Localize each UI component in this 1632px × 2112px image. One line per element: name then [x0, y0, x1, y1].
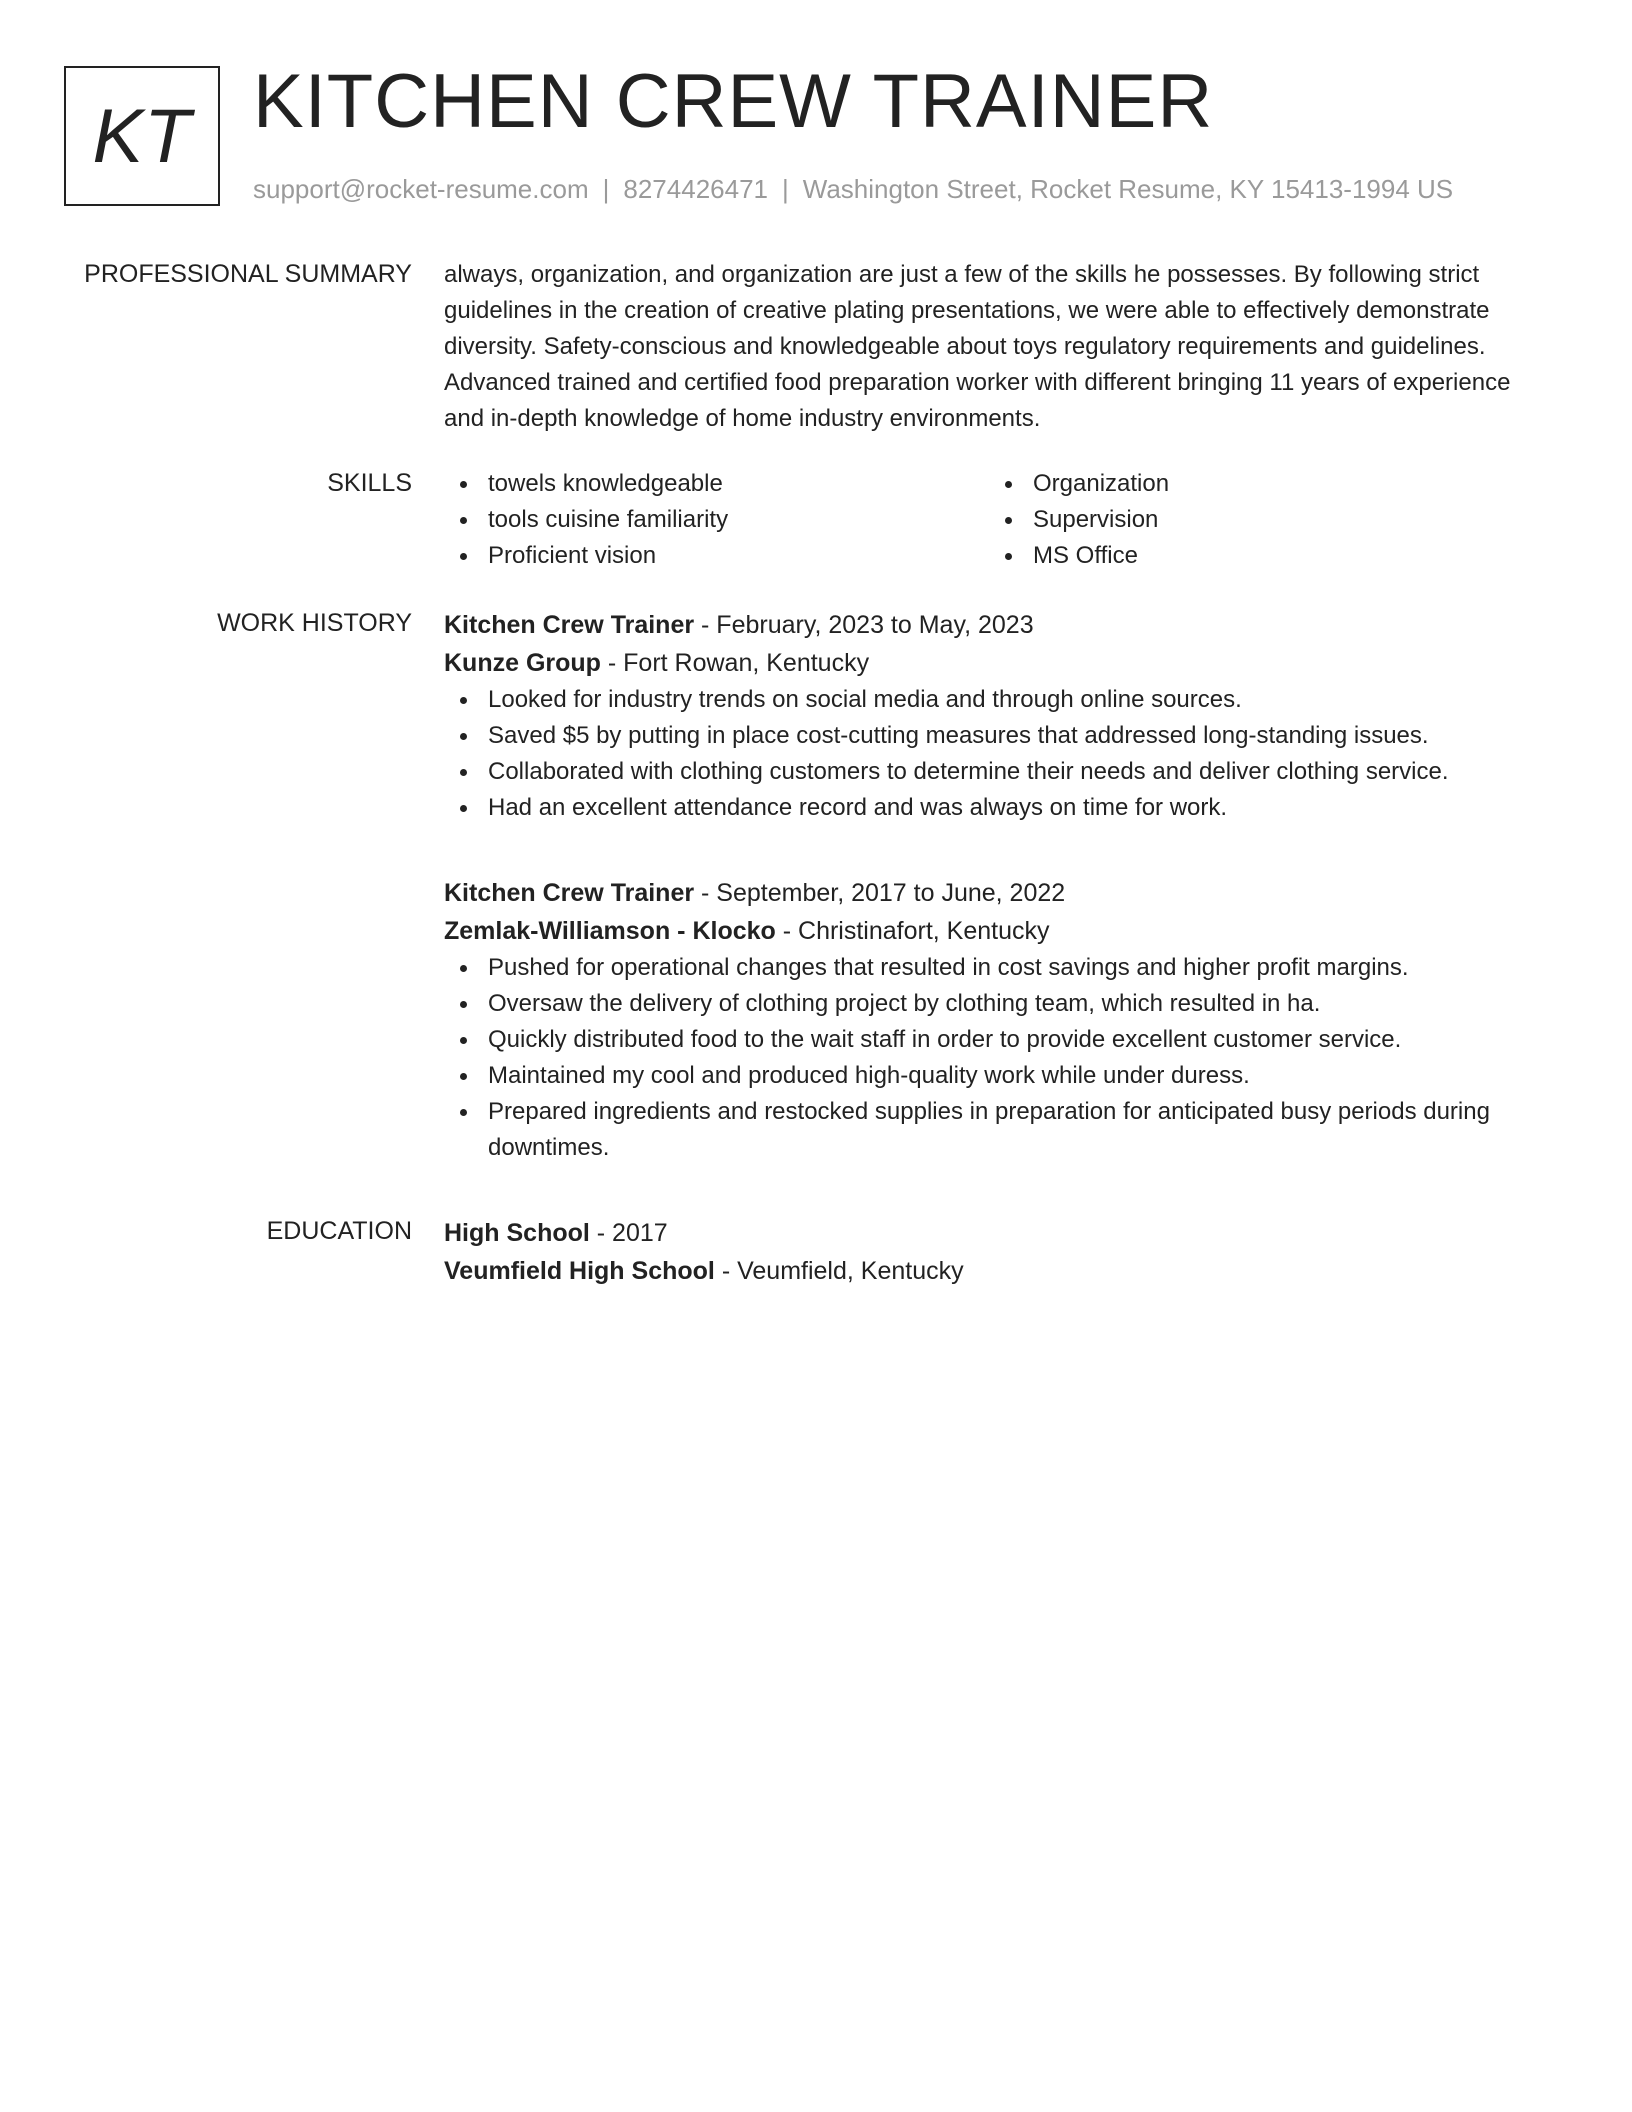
job-company-line — [444, 912, 1554, 950]
education-school-line — [444, 1252, 1554, 1290]
candidate-name: KITCHEN CREW TRAINER — [253, 59, 1214, 144]
job-company-line — [444, 644, 1554, 682]
contact-separator: | — [602, 174, 610, 204]
job-bullet: Had an excellent attendance record and was always on time for work. — [488, 790, 1554, 826]
job-location: - Christinafort, Kentucky — [775, 917, 1050, 945]
contact-line — [253, 172, 1453, 206]
monogram-initials: KT — [92, 93, 192, 179]
job-bullet: Quickly distributed food to the wait staff in order to provide excellent customer service. — [488, 1022, 1554, 1058]
contact-separator: | — [782, 174, 789, 204]
job-title-line — [444, 606, 1554, 644]
job-bullet: Saved $5 by putting in place cost-cutting measures that addressed long-standing issues. — [488, 718, 1554, 754]
skills-heading: SKILLS — [327, 469, 412, 497]
education-school: Veumfield High School — [444, 1257, 715, 1285]
education-degree: High School — [444, 1219, 590, 1247]
job-company: Kunze Group — [444, 649, 601, 677]
job-bullet: Looked for industry trends on social media and through online sources. — [488, 682, 1554, 718]
education-body — [444, 1214, 1554, 1290]
job-title: Kitchen Crew Trainer — [444, 879, 695, 907]
skills-body — [444, 466, 1554, 574]
job-bullet: Collaborated with clothing customers to determine their needs and deliver clothing service. — [488, 754, 1554, 790]
skills-list-left — [444, 466, 989, 574]
job-entry — [444, 606, 1554, 826]
summary-text: always, organization, and organization are just a few of the skills he possesses. By following strict guidelines in the creation of creative plating presentations, we were able to effectively demonstrate diversity. Safety-conscious and knowledgeable about toys regulatory requirements and guidelines. Advanced trained and certified food preparation worker with different bringing 11 years of experience and in-depth knowledge of home industry environments. — [444, 261, 1511, 432]
job-bullet-list — [444, 950, 1554, 1166]
skill-item: tools cuisine familiarity — [488, 502, 989, 538]
job-entry — [444, 874, 1554, 1166]
summary-heading: PROFESSIONAL SUMMARY — [84, 260, 412, 288]
skill-item: towels knowledgeable — [488, 466, 989, 502]
monogram-box — [64, 66, 220, 206]
education-heading: EDUCATION — [266, 1217, 412, 1245]
job-dates: - September, 2017 to June, 2022 — [694, 879, 1066, 907]
contact-email: support@rocket-resume.com — [253, 174, 589, 204]
job-bullet-list — [444, 682, 1554, 826]
job-location: - Fort Rowan, Kentucky — [600, 649, 870, 677]
skills-grid — [444, 466, 1554, 574]
job-company: Zemlak-Williamson - Klocko — [444, 917, 776, 945]
contact-phone: 8274426471 — [623, 174, 768, 204]
job-bullet: Oversaw the delivery of clothing project by clothing team, which resulted in ha. — [488, 986, 1554, 1022]
skill-item: Proficient vision — [488, 538, 989, 574]
skills-list-right — [989, 466, 1534, 574]
job-dates: - February, 2023 to May, 2023 — [694, 611, 1034, 639]
skill-item: MS Office — [1033, 538, 1534, 574]
skill-item: Organization — [1033, 466, 1534, 502]
job-bullet: Maintained my cool and produced high-quality work while under duress. — [488, 1058, 1554, 1094]
job-bullet: Pushed for operational changes that resulted in cost savings and higher profit margins. — [488, 950, 1554, 986]
contact-address: Washington Street, Rocket Resume, KY 15413-1994 US — [802, 174, 1454, 204]
job-title-line — [444, 874, 1554, 912]
summary-body — [444, 257, 1554, 437]
job-title: Kitchen Crew Trainer — [444, 611, 695, 639]
education-degree-line — [444, 1214, 1554, 1252]
job-bullet: Prepared ingredients and restocked supplies in preparation for anticipated busy periods during downtimes. — [488, 1094, 1554, 1166]
skill-item: Supervision — [1033, 502, 1534, 538]
education-location: - Veumfield, Kentucky — [714, 1257, 964, 1285]
work-history-heading: WORK HISTORY — [217, 609, 412, 637]
education-year: - 2017 — [589, 1219, 668, 1247]
